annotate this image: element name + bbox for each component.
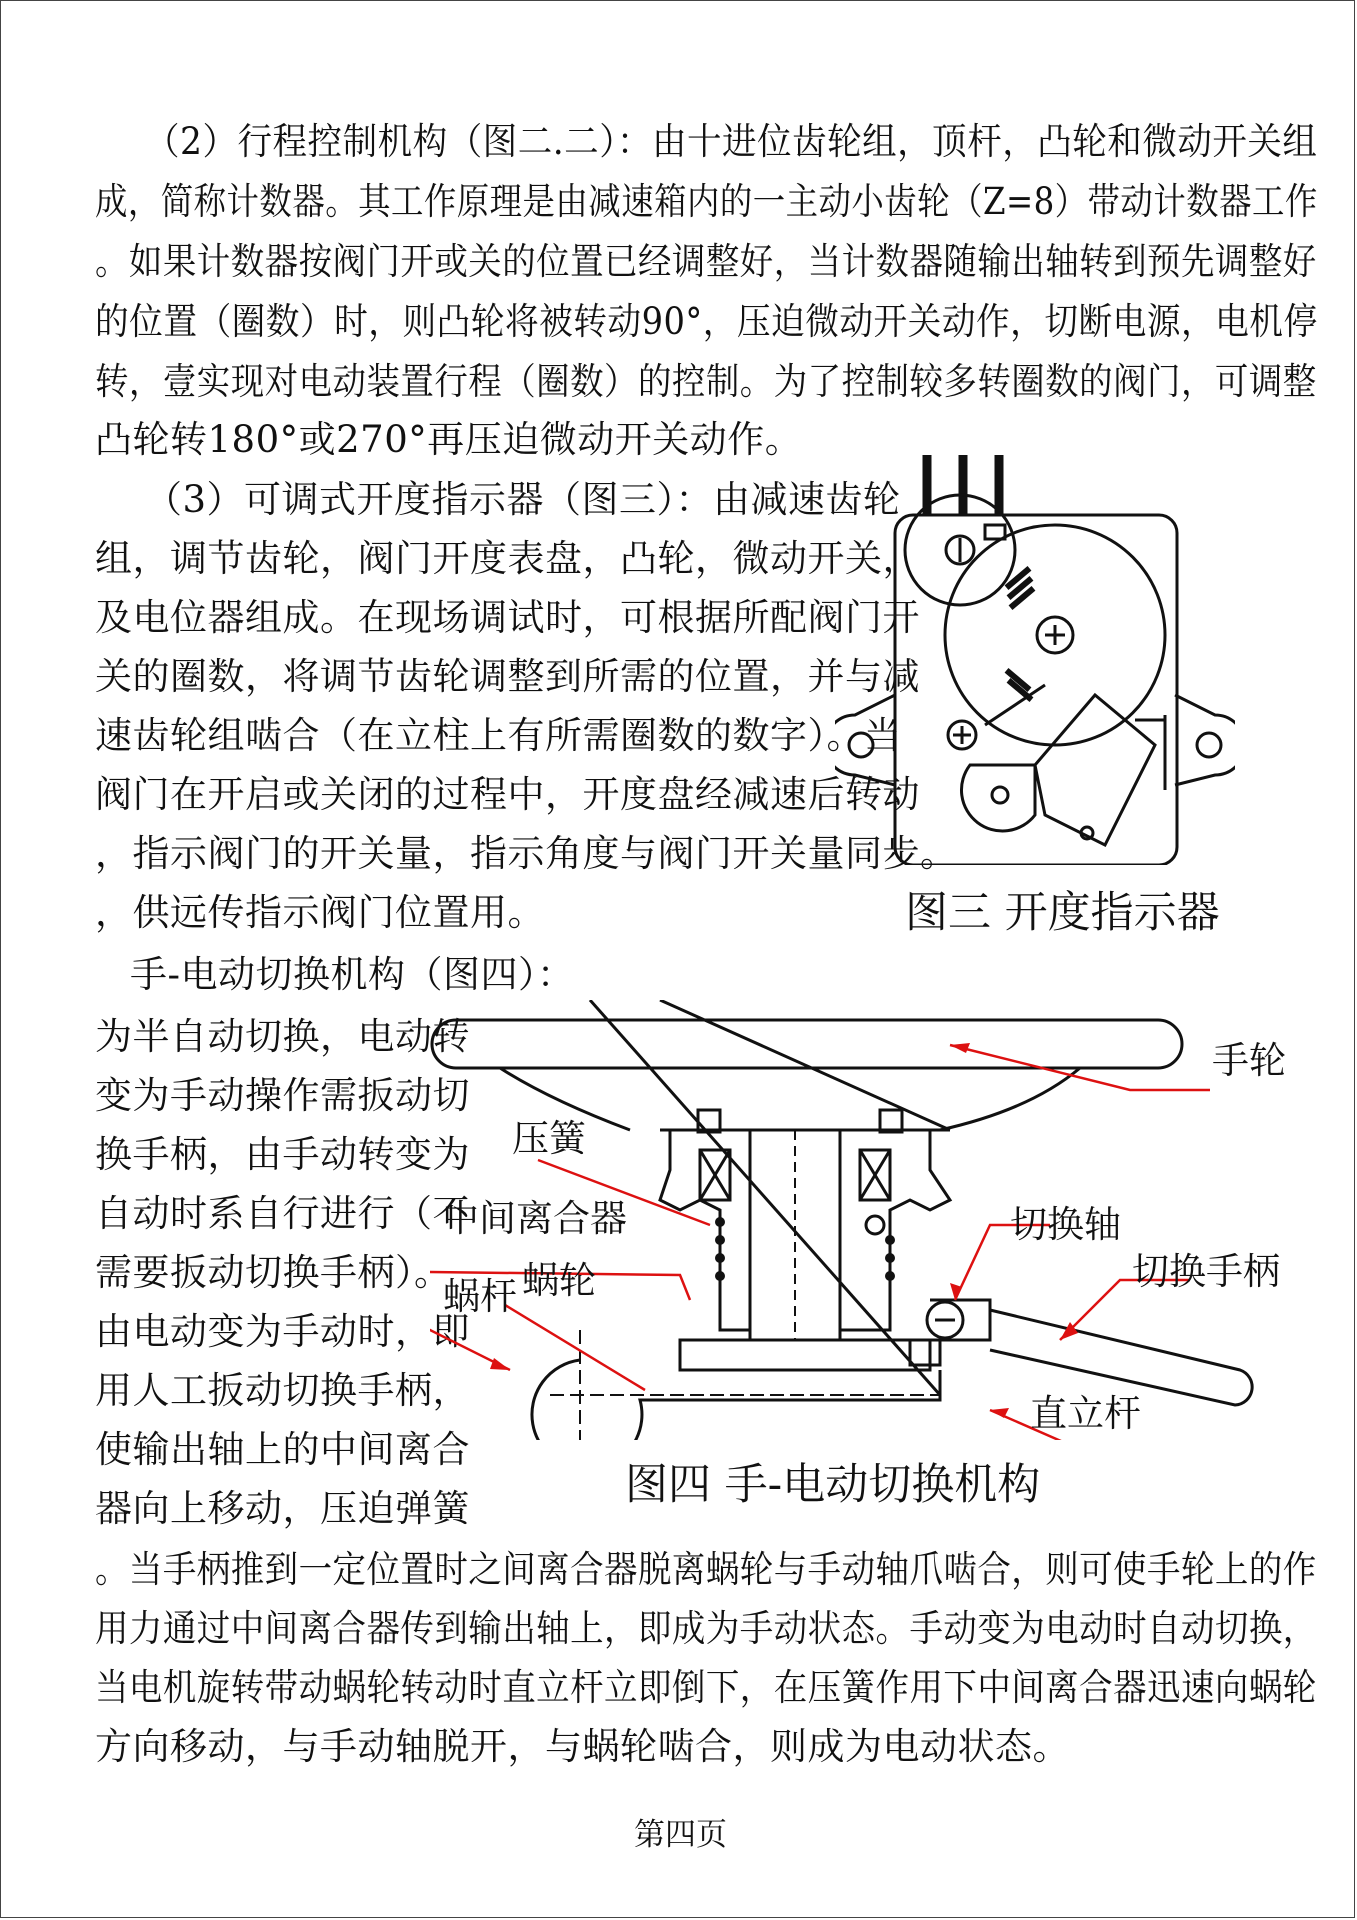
text-line: ，供远传指示阀门位置用。 [95, 891, 545, 934]
label-worm: 蜗杆 [443, 1275, 517, 1318]
text-line: 用力通过中间离合器传到输出轴上，即成为手动状态。手动变为电动时自动切换， [95, 1607, 1317, 1650]
text-line: 凸轮转180°或270°再压迫微动开关动作。 [95, 418, 803, 461]
figure-4-caption: 图四 手-电动切换机构 [625, 1460, 1041, 1510]
section-title: 手-电动切换机构（图四）： [130, 953, 575, 996]
label-handwheel: 手轮 [1212, 1039, 1286, 1082]
text-line: （3）可调式开度指示器（图三）：由减速齿轮 [145, 478, 901, 521]
text-line: 组，调节齿轮，阀门开度表盘，凸轮，微动开关， [95, 537, 920, 580]
label-shift-handle: 切换手柄 [1132, 1250, 1280, 1293]
figure-3-opening-indicator [835, 445, 1235, 865]
text-line: 使输出轴上的中间离合 [95, 1428, 470, 1471]
text-line: 转，壹实现对电动装置行程（圈数）的控制。为了控制较多转圈数的阀门，可调整 [95, 360, 1317, 403]
label-spring: 压簧 [512, 1117, 586, 1160]
text-line: 的位置（圈数）时，则凸轮将被转动90°，压迫微动开关动作，切断电源，电机停 [95, 300, 1318, 343]
text-line: 速齿轮组啮合（在立柱上有所需圈数的数字）。当 [95, 714, 902, 757]
text-line: 需要扳动切换手柄）。 [95, 1251, 452, 1294]
text-line: 变为手动操作需扳动切 [95, 1074, 470, 1117]
text-line: （2）行程控制机构（图二.二）：由十进位齿轮组，顶杆，凸轮和微动开关组 [145, 120, 1318, 163]
text-line: 自动时系自行进行（不 [95, 1192, 470, 1235]
label-worm-wheel: 蜗轮 [522, 1259, 596, 1302]
text-line: 为半自动切换，电动转 [95, 1015, 470, 1058]
page-footer: 第四页 [634, 1817, 727, 1853]
text-line: 由电动变为手动时，即 [95, 1310, 470, 1353]
text-line: 换手柄，由手动转变为 [95, 1133, 470, 1176]
text-line: 器向上移动，压迫弹簧 [95, 1487, 470, 1530]
text-line: 。如果计数器按阀门开或关的位置已经调整好，当计数器随输出轴转到预先调整好 [95, 240, 1317, 283]
text-line: 及电位器组成。在现场调试时，可根据所配阀门开 [95, 596, 920, 639]
text-line: 成，简称计数器。其工作原理是由减速箱内的一主动小齿轮（Z=8）带动计数器工作 [95, 180, 1318, 223]
text-line: 用人工扳动切换手柄， [95, 1369, 470, 1412]
text-line: 方向移动，与手动轴脱开，与蜗轮啮合，则成为电动状态。 [95, 1725, 1070, 1768]
text-line: 阀门在开启或关闭的过程中，开度盘经减速后转动 [95, 773, 920, 816]
label-shift-shaft: 切换轴 [1010, 1203, 1121, 1246]
figure-3-caption: 图三 开度指示器 [905, 888, 1220, 938]
label-clutch: 中间离合器 [442, 1197, 627, 1240]
text-line: 当电机旋转带动蜗轮转动时直立杆立即倒下，在压簧作用下中间离合器迅速向蜗轮 [95, 1666, 1317, 1709]
text-line: 。当手柄推到一定位置时之间离合器脱离蜗轮与手动轴爪啮合，则可使手轮上的作 [95, 1548, 1317, 1591]
label-upright-rod: 直立杆 [1030, 1392, 1141, 1435]
text-line: 关的圈数，将调节齿轮调整到所需的位置，并与减 [95, 655, 920, 698]
text-line: ，指示阀门的开关量，指示角度与阀门开关量同步。 [95, 832, 958, 875]
